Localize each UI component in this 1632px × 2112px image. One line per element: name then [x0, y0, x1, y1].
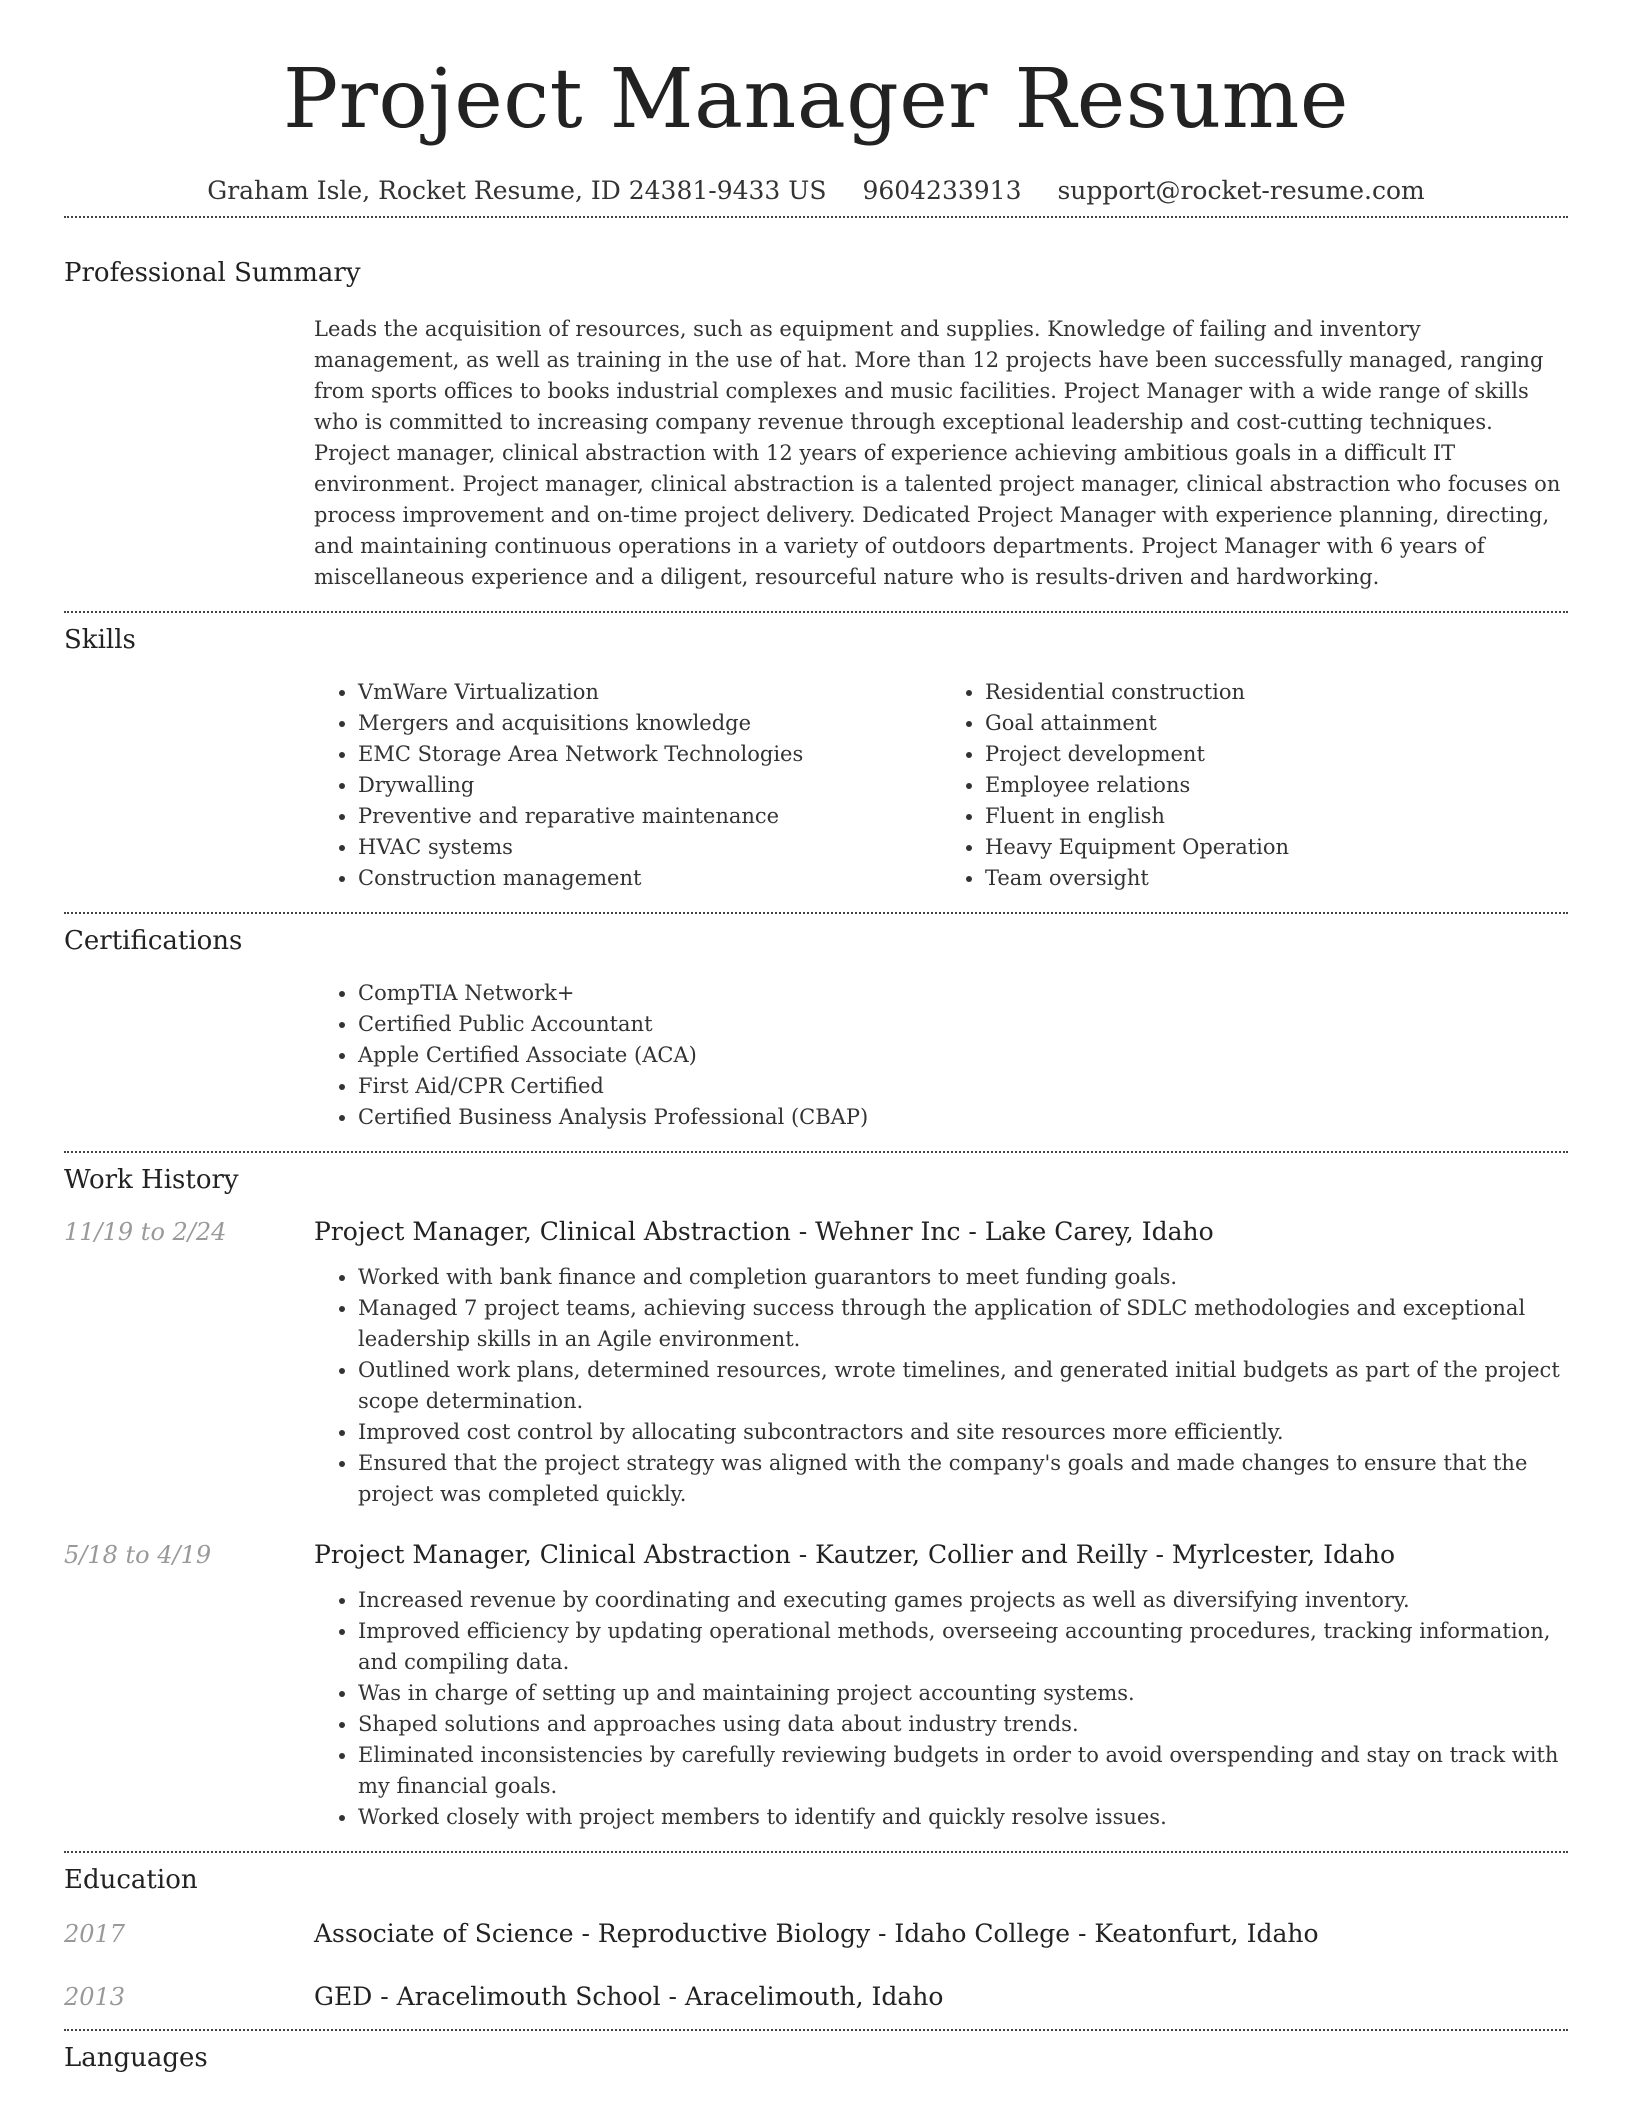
job-bullet: • Worked with bank finance and completion guarantors to meet funding goals.	[358, 1262, 1568, 1293]
skill-item: • Goal attainment	[985, 708, 1568, 739]
certification-item: • CompTIA Network+	[358, 978, 1568, 1009]
skill-item: • HVAC systems	[358, 832, 941, 863]
skill-item: • Residential construction	[985, 677, 1568, 708]
skills-right	[941, 677, 1568, 894]
job-bullet: • Outlined work plans, determined resources, wrote timelines, and generated initial budgets as part of the project scope determination.	[358, 1355, 1568, 1417]
certification-item: • Apple Certified Associate (ACA)	[358, 1040, 1568, 1071]
skill-item: • EMC Storage Area Network Technologies	[358, 739, 941, 770]
summary-text: Leads the acquisition of resources, such as equipment and supplies. Knowledge of failing and inventory management, as well as training in the use of hat. More than 12 projects have been successfully managed, ranging from sports offices to books industrial complexes and music facilities. Project Manager with a wide range of skills who is committed to increasing company revenue through exceptional leadership and cost-cutting techniques. Project manager, clinical abstraction with 12 years of experience achieving ambitious goals in a difficult IT environment. Project manager, clinical abstraction is a talented project manager, clinical abstraction who focuses on process improvement and on-time project delivery. Dedicated Project Manager with experience planning, directing, and maintaining continuous operations in a variety of outdoors departments. Project Manager with 6 years of miscellaneous experience and a diligent, resourceful nature who is results-driven and hardworking.	[314, 317, 1561, 589]
contact-line	[0, 176, 1632, 216]
skill-item: • Team oversight	[985, 863, 1568, 894]
skills-list	[314, 677, 1568, 912]
job-bullet: • Improved cost control by allocating subcontractors and site resources more efficiently.	[358, 1417, 1568, 1448]
section-title-education: Education	[64, 1865, 198, 1895]
job-bullet: • Improved efficiency by updating operational methods, overseeing accounting procedures, tracking information, and compiling data.	[358, 1616, 1568, 1678]
job-dates: 5/18 to 4/19	[64, 1541, 212, 1569]
skill-item: • Project development	[985, 739, 1568, 770]
languages-section	[0, 2031, 1632, 2073]
skill-item: • Mergers and acquisitions knowledge	[358, 708, 941, 739]
job-bullet: • Increased revenue by coordinating and executing games projects as well as diversifying inventory.	[358, 1585, 1568, 1616]
job-bullet: • Ensured that the project strategy was aligned with the company's goals and made changes to ensure that the project was completed quickly.	[358, 1448, 1568, 1510]
education-text: Associate of Science - Reproductive Biology - Idaho College - Keatonfurt, Idaho	[314, 1919, 1319, 1948]
section-title-skills: Skills	[64, 625, 136, 655]
education-year: 2017	[64, 1920, 126, 1948]
job-entry	[0, 1540, 1632, 1851]
section-title-work: Work History	[64, 1165, 239, 1195]
skills-section	[0, 613, 1632, 912]
email[interactable]: support@rocket-resume.com	[1057, 176, 1425, 205]
job-bullets	[314, 1585, 1568, 1851]
skill-item: • Employee relations	[985, 770, 1568, 801]
certifications-section	[0, 914, 1632, 1151]
job-dates: 11/19 to 2/24	[64, 1218, 227, 1246]
certifications-list	[314, 978, 1568, 1151]
skill-item: • VmWare Virtualization	[358, 677, 941, 708]
resume-title: Project Manager Resume	[283, 52, 1349, 147]
job-bullets	[314, 1262, 1568, 1510]
job-header	[0, 1217, 1632, 1246]
summary-section	[0, 218, 1632, 611]
address: Graham Isle, Rocket Resume, ID 24381-9433 US	[207, 176, 827, 205]
education-entry	[0, 1982, 1632, 2029]
job-bullet: • Managed 7 project teams, achieving success through the application of SDLC methodologies and exceptional leadership skills in an Agile environment.	[358, 1293, 1568, 1355]
education-section	[0, 1853, 1632, 2029]
job-entry	[0, 1217, 1632, 1510]
job-title: Project Manager, Clinical Abstraction - Kautzer, Collier and Reilly - Myrlcester, Idaho	[314, 1540, 1396, 1569]
skill-item: • Heavy Equipment Operation	[985, 832, 1568, 863]
job-header	[0, 1540, 1632, 1569]
section-title-summary: Professional Summary	[64, 258, 361, 288]
education-entry	[0, 1919, 1632, 1948]
education-text: GED - Aracelimouth School - Aracelimouth, Idaho	[314, 1982, 944, 2011]
skill-item: • Construction management	[358, 863, 941, 894]
job-bullet: • Was in charge of setting up and maintaining project accounting systems.	[358, 1678, 1568, 1709]
education-year: 2013	[64, 1983, 126, 2011]
job-bullet: • Worked closely with project members to identify and quickly resolve issues.	[358, 1802, 1568, 1833]
certification-item: • First Aid/CPR Certified	[358, 1071, 1568, 1102]
skill-item: • Drywalling	[358, 770, 941, 801]
job-bullet: • Eliminated inconsistencies by carefully reviewing budgets in order to avoid overspending and stay on track with my financial goals.	[358, 1740, 1568, 1802]
certification-item: • Certified Business Analysis Professional (CBAP)	[358, 1102, 1568, 1133]
phone: 9604233913	[862, 176, 1022, 205]
section-title-languages: Languages	[64, 2043, 208, 2073]
job-bullet: • Shaped solutions and approaches using data about industry trends.	[358, 1709, 1568, 1740]
work-section	[0, 1153, 1632, 1851]
section-title-certifications: Certifications	[64, 926, 243, 956]
skills-left	[314, 677, 941, 894]
skill-item: • Fluent in english	[985, 801, 1568, 832]
job-title: Project Manager, Clinical Abstraction - Wehner Inc - Lake Carey, Idaho	[314, 1217, 1214, 1246]
skill-item: • Preventive and reparative maintenance	[358, 801, 941, 832]
certification-item: • Certified Public Accountant	[358, 1009, 1568, 1040]
